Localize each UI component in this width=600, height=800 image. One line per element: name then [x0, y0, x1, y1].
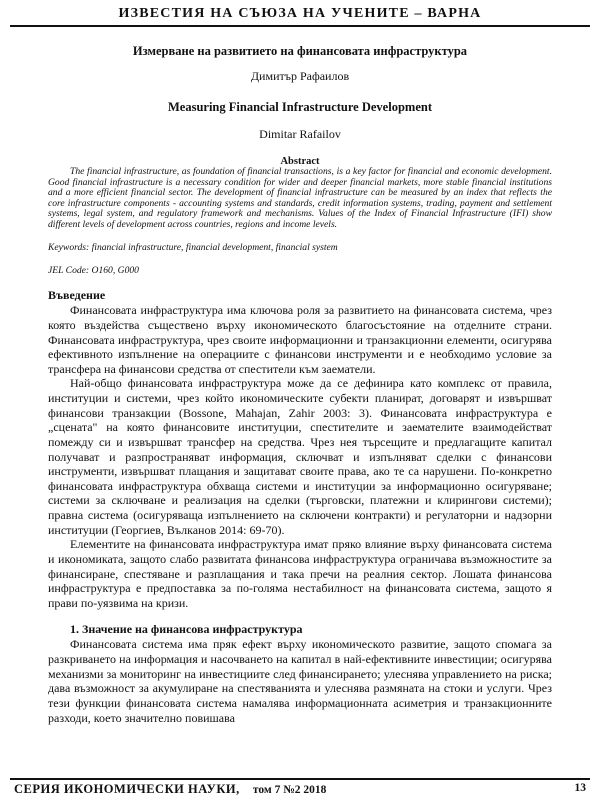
header-rule — [10, 25, 590, 27]
intro-paragraph-1: Финансовата инфраструктура има ключова роля за развитието на финансовата система, чрез която въздейства съществено върху икономическото благосъстояние на отделните страни. Финансовата инфраструктура, чрез своите информационни и транзакционни елементи, осигурява ефективното изпълнение на операциите с финансови инструменти и е необходимо условие за трансфера на финансови средства от спестители към заематели. — [48, 303, 552, 376]
section-1-paragraph-1: Финансовата система има пряк ефект върху икономическото развитие, защото спомага за разкриването на информация и насочването на капитал в най-ефективните инвестиции; осигурява механизми за мониторинг на инвестициите след финансирането; улеснява управлението на риска; дава възможност за акумулиране на спестяванията и улеснява размяната на стоки и услуги. Чрез тези функции финансовата система намалява информационната асиметрия и транзакционните разходи, което значително повишава — [48, 637, 552, 725]
article-title-en: Measuring Financial Infrastructure Development — [168, 100, 432, 114]
page-number: 13 — [574, 782, 586, 794]
footer-rule — [10, 778, 590, 780]
intro-paragraph-3: Елементите на финансовата инфраструктура имат пряко влияние върху финансовата система и икономиката, защото слабо развитата финансова инфраструктура ограничава възможностите за финансиране, спестяване и разплащания и така пречи на реалния сектор. Лошата финансова инфраструктура е предпоставка за по-голяма нестабилност на финансовата система, защото я прави по-уязвима на кризи. — [48, 537, 552, 610]
jel-code: JEL Code: O160, G000 — [48, 265, 139, 277]
footer-volume: том 7 №2 2018 — [252, 784, 327, 796]
article-body — [48, 38, 552, 725]
intro-heading: Въведение — [48, 288, 106, 303]
article-title-bg: Измерване на развитието на финансовата инфраструктура — [132, 44, 468, 58]
footer-series: СЕРИЯ ИКОНОМИЧЕСКИ НАУКИ, — [14, 782, 240, 796]
section-1-heading: 1. Значение на финансова инфраструктура — [70, 622, 303, 637]
keywords: Keywords: financial infrastructure, financial development, financial system — [48, 242, 338, 254]
intro-paragraph-2: Най-общо финансовата инфраструктура може да се дефинира като комплекс от правила, институции и системи, чрез който икономическите субекти планират, договарят и извършват финансови транзакции (Bossone, Mahajan, Zahir 2003: 3). Финансовата инфраструктура е „сцената" на която финансовите институции, спестителите и заемателите взаимодействат помежду си и извършват трансфер на средства. Чрез нея търсещите и предлагащите капитал получават и разпространяват информация, сключват и изпълняват сделки с финансови инструменти, извършват плащания и защитават своите права, ако те са нарушени. По-конкретно финансовата инфраструктура обхваща системи и институции за информационно осигуряване; системи за сключване и реализация на сделки (търговски, платежни и клирингови системи); правна система (осигуряваща изпълнението на сключени контракти) и регулаторни и надзорни институции (Георгиев, Вълканов 2014: 69-70). — [48, 376, 552, 537]
journal-header: ИЗВЕСТИЯ НА СЪЮЗА НА УЧЕНИТЕ – ВАРНА — [118, 6, 482, 21]
author-bg: Димитър Рафаилов — [250, 69, 350, 83]
author-en: Dimitar Rafailov — [259, 127, 341, 141]
page-footer — [14, 782, 586, 797]
abstract-heading: Abstract — [280, 156, 320, 167]
abstract-text: The financial infrastructure, as foundation of financial transactions, is a key factor for financial and economic development. Good financial infrastructure is a necessary condition for wider and deeper financial markets, more stable financial institutions and a more efficient financial sector. The development of financial infrastructure can be measured by an index that reflects the core infrastructure components - accounting systems and standards, credit information systems, trading, payment and settlement systems, legal system, and regulatory framework and mechanisms. Values of the Index of Financial Infrastructure (IFI) show different levels of development across countries, regions and income levels. — [48, 166, 552, 230]
